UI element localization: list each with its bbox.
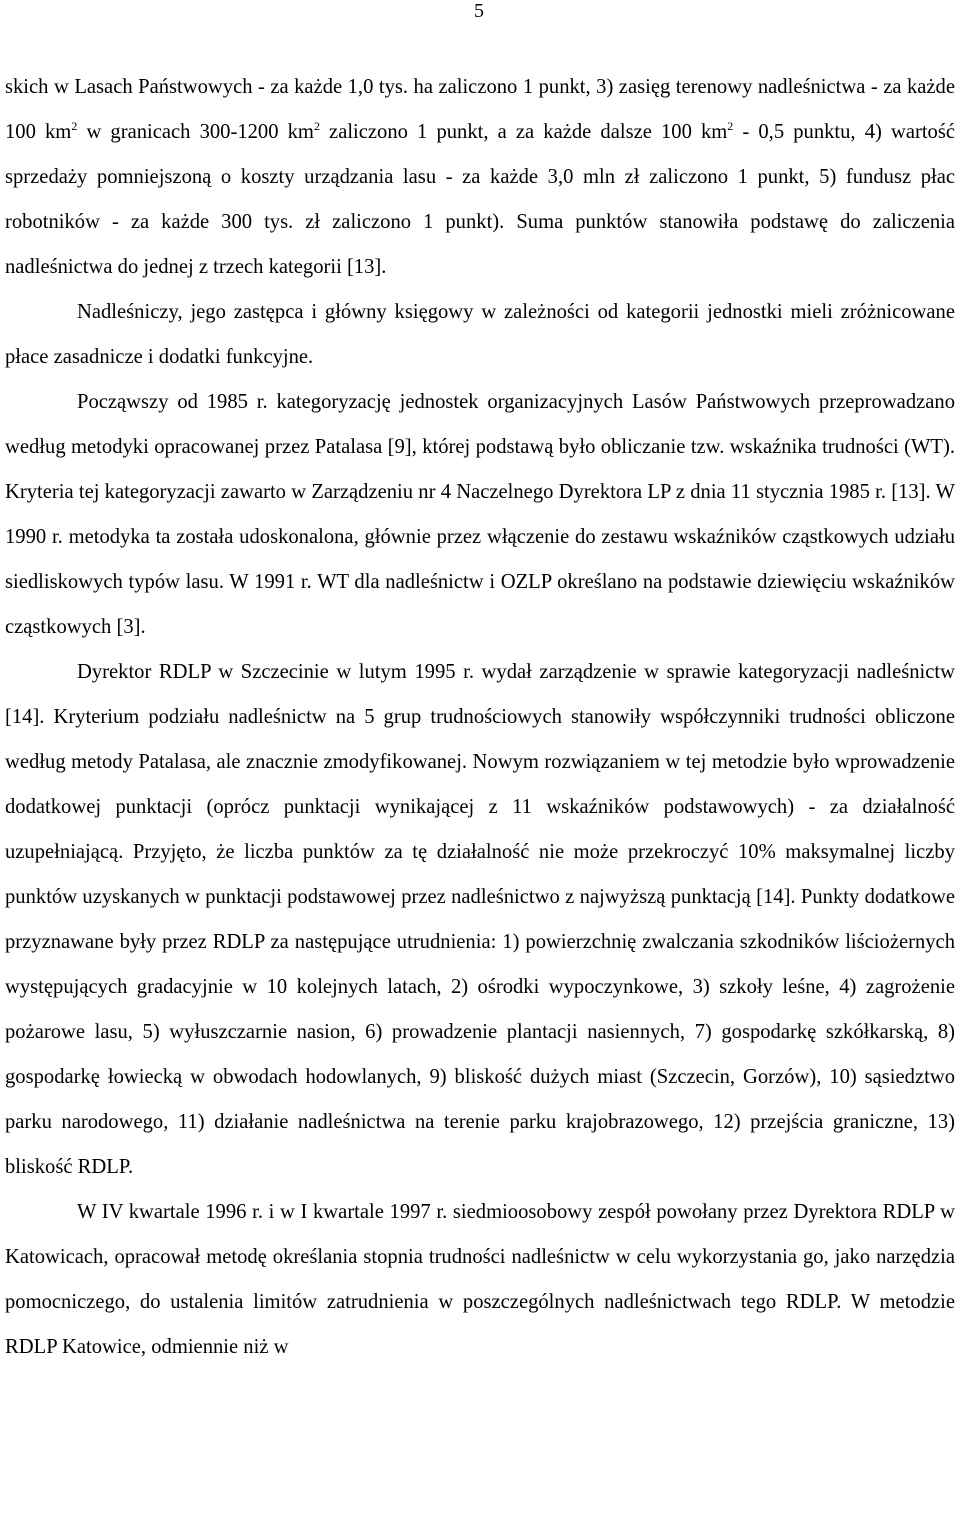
text-run: Dyrektor RDLP w Szczecinie w lutym 1995 r. wydał zarządzenie w sprawie kategoryzacji nadleśnictw [14]. Kryterium podziału nadleśnictw na 5 grup trudnościowych stanowiły współczynniki trudności obliczone według metody Patalasa, ale znacznie zmodyfikowanej. Nowym rozwiązaniem w tej metodzie było wprowadzenie dodatkowej punktacji (oprócz punktacji wynikającej z 11 wskaźników podstawowych) - za działalność uzupełniającą. Przyjęto, że liczba punktów za tę działalność nie może przekroczyć 10% maksymalnej liczby punktów uzyskanych w punktacji podstawowej przez nadleśnictwo z najwyższą punktacją [14]. Punkty dodatkowe przyznawane były przez RDLP za następujące utrudnienia: 1) powierzchnię zwalczania szkodników liściożernych występujących gradacyjnie w 10 kolejnych latach, 2) ośrodki wypoczynkowe, 3) szkoły leśne, 4) zagrożenie pożarowe lasu, 5) wyłuszczarnie nasion, 6) prowadzenie plantacji nasiennych, 7) gospodarkę szkółkarską, 8) gospodarkę łowiecką w obwodach hodowlanych, 9) bliskość dużych miast (Szczecin, Gorzów), 10) sąsiedztwo parku narodowego, 11) działanie nadleśnictwa na terenie parku krajobrazowego, 12) przejścia graniczne, 13) bliskość RDLP. [5, 661, 955, 1178]
paragraph [5, 290, 955, 380]
superscript: 2 [71, 119, 78, 133]
text-run: skich w Lasach Państwowych - za każde 1,0 tys. ha zaliczono 1 punkt, 3) zasięg terenowy nadleśnictwa - za każde 100 km [5, 76, 955, 143]
text-run: W IV kwartale 1996 r. i w I kwartale 1997 r. siedmioosobowy zespół powołany przez Dyrektora RDLP w Katowicach, opracował metodę określania stopnia trudności nadleśnictw w celu wykorzystania go, jako narzędzia pomocniczego, do ustalenia limitów zatrudnienia w poszczególnych nadleśnictwach tego RDLP. W metodzie RDLP Katowice, odmiennie niż w [5, 1201, 955, 1358]
text-run: w granicach 300-1200 km [77, 121, 314, 143]
text-run: - 0,5 punktu, 4) wartość sprzedaży pomniejszoną o koszty urządzania lasu - za każde 3,0 mln zł zaliczono 1 punkt, 5) fundusz płac robotników - za każde 300 tys. zł zaliczono 1 punkt). Suma punktów stanowiła podstawę do zaliczenia nadleśnictwa do jednej z trzech kategorii [13]. [5, 121, 956, 278]
superscript: 2 [727, 119, 734, 133]
paragraph [5, 380, 955, 650]
text-run: Począwszy od 1985 r. kategoryzację jednostek organizacyjnych Lasów Państwowych przeprowadzano według metodyki opracowanej przez Patalasa [9], której podstawą było obliczanie tzw. wskaźnika trudności (WT). Kryteria tej kategoryzacji zawarto w Zarządzeniu nr 4 Naczelnego Dyrektora LP z dnia 11 stycznia 1985 r. [13]. W 1990 r. metodyka ta została udoskonalona, głównie przez włączenie do zestawu wskaźników cząstkowych udziału siedliskowych typów lasu. W 1991 r. WT dla nadleśnictw i OZLP określano na podstawie dziewięciu wskaźników cząstkowych [3]. [5, 391, 955, 638]
paragraph [5, 1190, 955, 1370]
paragraph [5, 65, 955, 290]
text-run: zaliczono 1 punkt, a za każde dalsze 100 km [319, 121, 728, 143]
page-number: 5 [474, 0, 484, 22]
superscript: 2 [313, 119, 320, 133]
text-run: Nadleśniczy, jego zastępca i główny księgowy w zależności od kategorii jednostki mieli zróżnicowane płace zasadnicze i dodatki funkcyjne. [5, 301, 955, 368]
body-text [5, 65, 955, 1370]
paragraph [5, 650, 955, 1190]
